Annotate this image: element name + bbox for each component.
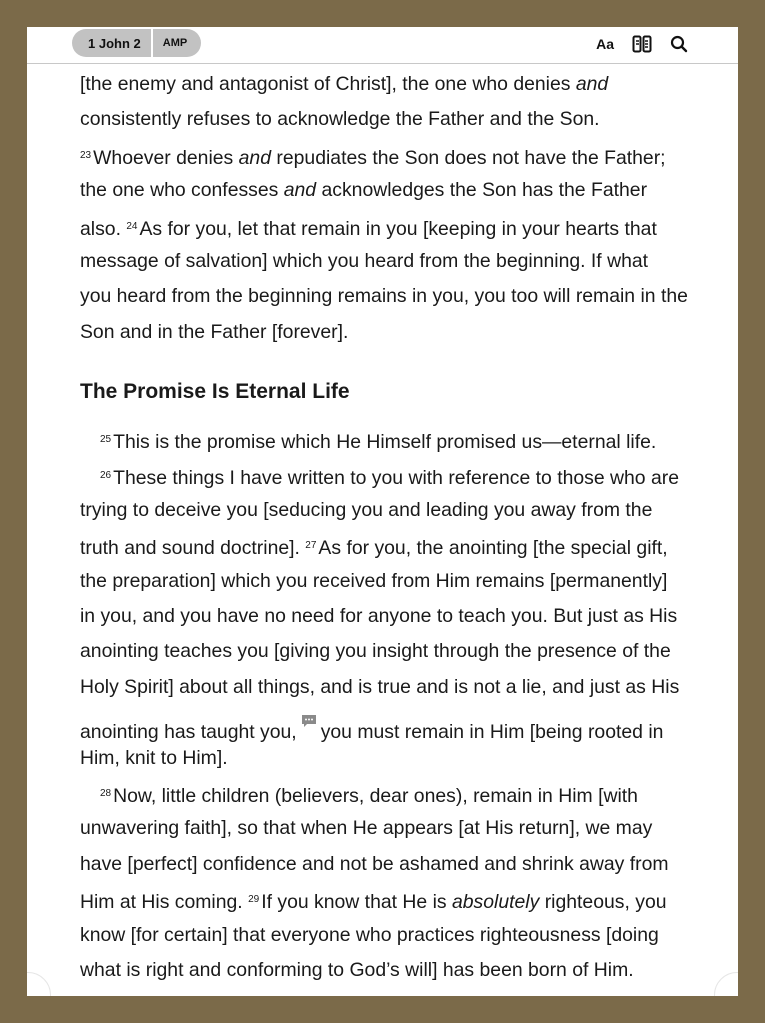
verse-number: 29 (248, 894, 260, 906)
text-run: Whoever denies (93, 146, 239, 169)
text-run: [the enemy and antagonist of Christ], the one who denies (80, 73, 576, 95)
text-run: have [perfect] confidence and not be ashamed and shrink away from (80, 852, 669, 875)
text-run: Son and in the Father [forever]. (80, 320, 349, 343)
verse-number: 23 (80, 149, 92, 161)
paragraph-bottom (80, 422, 720, 988)
text-run: you heard from the beginning remains in you, you too will remain in the (80, 285, 688, 308)
text-line (80, 315, 720, 350)
book-chapter-button[interactable]: 1 John 2 (72, 29, 151, 57)
text-line (80, 209, 720, 244)
text-line (80, 705, 720, 744)
text-run: the one who confesses (80, 179, 284, 202)
scripture-text (80, 67, 720, 988)
font-settings-icon[interactable]: Aa (596, 36, 614, 52)
text-run: unwavering faith], so that when He appears [at His return], we may (80, 817, 653, 840)
passage-selector (72, 29, 201, 57)
text-run: As for you, let that remain in you [keeping in your hearts that (139, 217, 657, 240)
text-run: also. (80, 217, 127, 240)
text-run: Now, little children (believers, dear ones), remain in Him [with (113, 785, 638, 808)
text-run: acknowledges the Son has the Father (316, 179, 648, 202)
text-line (80, 811, 720, 846)
text-line (80, 173, 720, 208)
text-line (80, 458, 720, 493)
text-line (80, 102, 720, 137)
text-run: what is right and conforming to God’s will] has been born of Him. (80, 958, 634, 981)
verse-number: 24 (126, 220, 138, 232)
italic-text: absolutely (451, 891, 540, 914)
text-run: message of salvation] which you heard from the beginning. If what (80, 249, 649, 272)
text-run: Him at His coming. (80, 891, 249, 914)
verse-number: 28 (100, 788, 112, 800)
text-line (80, 847, 720, 882)
parallel-view-icon[interactable] (632, 34, 652, 54)
text-run: you must remain in Him [being rooted in (320, 721, 664, 744)
text-line (80, 138, 720, 173)
text-run: in you, and you have no need for anyone to teach you. But just as His (80, 605, 678, 628)
section-heading: The Promise Is Eternal Life (80, 380, 350, 404)
version-button[interactable]: AMP (151, 29, 201, 57)
text-run: righteous, you (539, 891, 667, 914)
text-line (80, 741, 720, 776)
text-run: If you know that He is (261, 891, 452, 914)
verse-number: 27 (305, 540, 317, 552)
text-run: This is the promise which He Himself promised us—eternal life. (113, 431, 657, 454)
text-line (80, 564, 720, 599)
text-line (80, 528, 720, 563)
italic-text: and (283, 179, 317, 202)
prev-page-button[interactable] (27, 972, 51, 996)
text-line (80, 634, 720, 669)
text-line (80, 918, 720, 953)
text-line (80, 882, 720, 917)
reader-page (27, 27, 738, 996)
search-icon[interactable] (670, 34, 688, 54)
text-run: As for you, the anointing [the special gift, (318, 537, 668, 560)
text-run: anointing teaches you [giving you insight through the presence of the (80, 640, 671, 663)
note-icon[interactable] (301, 705, 317, 740)
verse-number: 26 (100, 469, 112, 481)
text-line (80, 599, 720, 634)
text-run: These things I have written to you with reference to those who are (113, 466, 679, 489)
text-run: the preparation] which you received from Him remains [permanently] (80, 569, 668, 592)
text-line (80, 493, 720, 528)
text-line (80, 67, 720, 102)
text-run: trying to deceive you [seducing you and leading you away from the (80, 498, 653, 521)
top-toolbar (27, 27, 738, 64)
italic-text: and (238, 146, 271, 169)
italic-text: and (575, 73, 609, 95)
text-line (80, 279, 720, 314)
text-run: know [for certain] that everyone who practices righteousness [doing (80, 923, 659, 946)
text-run: anointing has taught you, (80, 721, 297, 744)
text-run: consistently refuses to acknowledge the Father and the Son. (80, 108, 600, 131)
verse-number: 25 (100, 434, 112, 446)
text-run: truth and sound doctrine]. (80, 537, 306, 560)
text-line (80, 670, 720, 705)
text-line (80, 244, 720, 279)
text-line (80, 422, 720, 457)
text-run: repudiates the Son does not have the Father; (271, 146, 666, 169)
paragraph-top (80, 67, 720, 350)
text-run: Him, knit to Him]. (80, 746, 228, 769)
text-line (80, 776, 720, 811)
text-line (80, 953, 720, 988)
text-run: Holy Spirit] about all things, and is true and is not a lie, and just as His (80, 675, 680, 698)
